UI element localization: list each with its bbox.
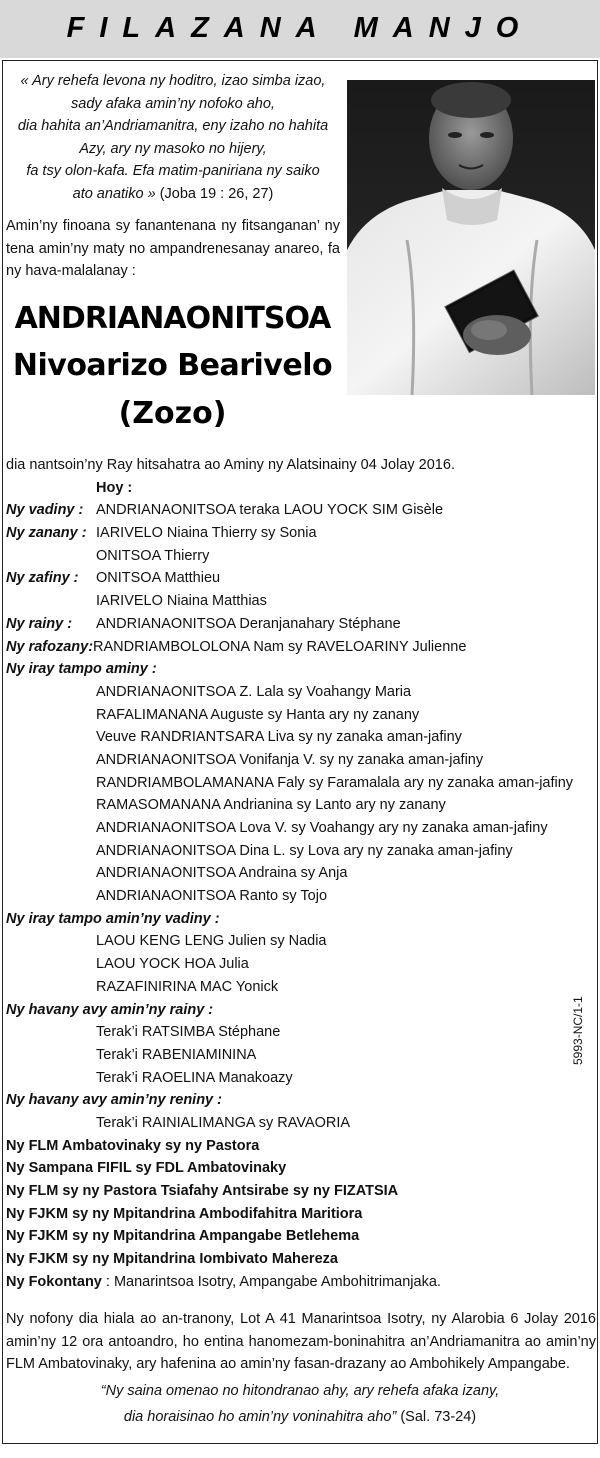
portrait-illustration xyxy=(347,80,595,395)
organization-item: Ny FJKM sy ny Mpitandrina Ambodifahitra Maritiora xyxy=(6,1205,363,1222)
list-item xyxy=(6,1044,594,1067)
relation-name: IARIVELO Niaina Thierry sy Sonia xyxy=(96,525,317,542)
fokontany-row xyxy=(6,1271,594,1294)
organization-item: Ny FJKM sy ny Mpitandrina Iombivato Mahereza xyxy=(6,1251,338,1268)
group-heading xyxy=(6,658,594,681)
verse-last-line: ato anatiko » xyxy=(72,185,156,202)
group-label: Ny havany avy amin’ny reniny : xyxy=(6,1092,222,1109)
group-member: ANDRIANAONITSOA Z. Lala sy Voahangy Maria xyxy=(96,683,412,700)
list-item xyxy=(6,726,594,749)
group-member: ANDRIANAONITSOA Dina L. sy Lova ary ny zanaka aman-jafiny xyxy=(96,842,513,859)
group-member: ANDRIANAONITSOA Andraina sy Anja xyxy=(96,865,348,882)
group-member: Terak’i RAINIALIMANGA sy RAVAORIA xyxy=(96,1114,351,1131)
group-member: Terak’i RABENIAMININA xyxy=(96,1046,257,1063)
verse-line: dia hahita an’Andriamanitra, eny izaho no hahita xyxy=(17,118,329,134)
relation-name: ONITSOA Thierry xyxy=(96,547,210,564)
list-item xyxy=(6,567,594,590)
list-item xyxy=(6,1067,594,1090)
bible-verse xyxy=(6,70,340,205)
group-member: LAOU KENG LENG Julien sy Nadia xyxy=(96,933,327,950)
deceased-surname: ANDRIANAONITSOA xyxy=(14,301,331,336)
list-item xyxy=(6,840,594,863)
group-member: ANDRIANAONITSOA Lova V. sy Voahangy ary ny zanaka aman-jafiny xyxy=(96,820,548,836)
closing-quote-line: “Ny saina omenao no hitondranao ahy, ary rehefa afaka izany, xyxy=(100,1383,500,1399)
hoy-label: Hoy : xyxy=(96,479,133,496)
group-member: Terak’i RATSIMBA Stéphane xyxy=(96,1024,281,1041)
relation-name: RANDRIAMBOLOLONA Nam sy RAVELOARINY Julienne xyxy=(93,638,467,655)
verse-line: sady afaka amin’ny nofoko aho, xyxy=(71,95,275,112)
closing-quote-line xyxy=(0,1409,600,1425)
closing-quote-reference: (Sal. 73-24) xyxy=(396,1409,477,1425)
list-item xyxy=(6,636,594,659)
relation-name: ONITSOA Matthieu xyxy=(96,570,221,587)
relation-name: ANDRIANAONITSOA teraka LAOU YOCK SIM Gisèle xyxy=(96,502,444,519)
list-item xyxy=(6,794,594,817)
verse-reference: (Joba 19 : 26, 27) xyxy=(159,185,274,202)
group-member: ANDRIANAONITSOA Ranto sy Tojo xyxy=(96,888,328,905)
verse-line: « Ary rehefa levona ny hoditro, izao simba izao, xyxy=(20,73,326,89)
deceased-given-names: Nivoarizo Bearivelo xyxy=(12,348,333,383)
list-item xyxy=(6,590,594,613)
relation-label: Ny zanany : xyxy=(6,525,87,542)
fokontany-label: Ny Fokontany xyxy=(6,1273,102,1290)
group-member: Veuve RANDRIANTSARA Liva sy ny zanaka aman-jafiny xyxy=(96,729,462,746)
group-label: Ny iray tampo amin’ny vadiny : xyxy=(6,910,220,927)
group-label: Ny havany avy amin’ny rainy : xyxy=(6,1001,214,1018)
group-heading xyxy=(6,1089,594,1112)
list-item xyxy=(6,953,594,976)
group-heading xyxy=(6,908,594,931)
group-member: RAMASOMANANA Andrianina sy Lanto ary ny zanany xyxy=(96,797,446,814)
list-item xyxy=(6,749,594,772)
relation-label: Ny rafozany: xyxy=(6,638,94,655)
list-item xyxy=(6,613,594,636)
list-item xyxy=(6,1021,594,1044)
hoy-row xyxy=(6,477,594,500)
group-label: Ny iray tampo aminy : xyxy=(6,661,157,678)
header-banner xyxy=(0,0,600,58)
group-member: Terak’i RAOELINA Manakoazy xyxy=(96,1069,293,1086)
intro-paragraph: Amin’ny finoana sy fanantenana ny fitsanganan’ ny tena amin’ny maty no ampandrenesanay anareo, fa ny hava-malalanay : xyxy=(6,218,340,279)
list-item xyxy=(6,772,594,795)
relation-label: Ny rainy : xyxy=(6,615,73,632)
list-item xyxy=(6,681,594,704)
group-member: RAZAFINIRINA MAC Yonick xyxy=(96,978,279,995)
organization-item: Ny FJKM sy ny Mpitandrina Ampangabe Betlehema xyxy=(6,1228,360,1245)
verse-line xyxy=(6,183,340,206)
list-item xyxy=(6,817,594,840)
group-member: ANDRIANAONITSOA Vonifanja V. sy ny zanaka aman-jafiny xyxy=(96,751,484,768)
group-member: RAFALIMANANA Auguste sy Hanta ary ny zanany xyxy=(96,706,420,723)
page-title: FILAZANA MANJO xyxy=(66,12,534,44)
list-item xyxy=(6,930,594,953)
relation-name: IARIVELO Niaina Matthias xyxy=(96,593,267,610)
announcement: dia nantsoin’ny Ray hitsahatra ao Aminy ny Alatsinainy 04 Jolay 2016. xyxy=(6,457,455,473)
verse-line: Azy, ary ny masoko no hijery, xyxy=(79,140,267,157)
closing-quote-text: dia horaisinao ho amin’ny voninahitra aho” xyxy=(123,1409,397,1425)
list-item xyxy=(6,704,594,727)
relation-label: Ny zafiny : xyxy=(6,570,79,587)
list-item xyxy=(6,522,594,545)
list-item xyxy=(6,499,594,522)
funeral-details: Ny nofony dia hiala ao an-tranony, Lot A 41 Manarintsoa Isotry, ny Alarobia 6 Jolay 2016 amin’ny 12 ora antoandro, ho entina hanomezam-boninahitra an’Andriamanitra ao amin’ny FLM Ambatovinaky, ary hafenina ao amin’ny fasan-drazany ao Ambohikely Ampangabe. xyxy=(6,1311,596,1372)
fokontany-value: : Manarintsoa Isotry, Ampangabe Ambohitrimanjaka. xyxy=(101,1273,441,1290)
list-item xyxy=(6,1112,594,1135)
organization-item: Ny FLM Ambatovinaky sy ny Pastora xyxy=(6,1137,260,1154)
deceased-photo xyxy=(347,80,595,395)
list-item xyxy=(6,862,594,885)
verse-line: fa tsy olon-kafa. Efa matim-paniriana ny saiko xyxy=(26,163,320,179)
group-heading xyxy=(6,999,594,1022)
ad-reference-code: 5993-NC/1-1 xyxy=(571,996,585,1065)
relation-label: Ny vadiny : xyxy=(6,502,84,519)
group-member: RANDRIAMBOLAMANANA Faly sy Faramalala ary ny zanaka aman-jafiny xyxy=(96,774,574,791)
list-item xyxy=(6,976,594,999)
list-item xyxy=(6,545,594,568)
relation-name: ANDRIANAONITSOA Deranjanahary Stéphane xyxy=(96,615,401,632)
organization-item: Ny Sampana FIFIL sy FDL Ambatovinaky xyxy=(6,1160,287,1177)
deceased-nickname: (Zozo) xyxy=(118,396,227,431)
organization-item: Ny FLM sy ny Pastora Tsiafahy Antsirabe sy ny FIZATSIA xyxy=(6,1183,399,1199)
group-member: LAOU YOCK HOA Julia xyxy=(96,956,249,973)
family-list xyxy=(6,454,594,1293)
list-item xyxy=(6,885,594,908)
